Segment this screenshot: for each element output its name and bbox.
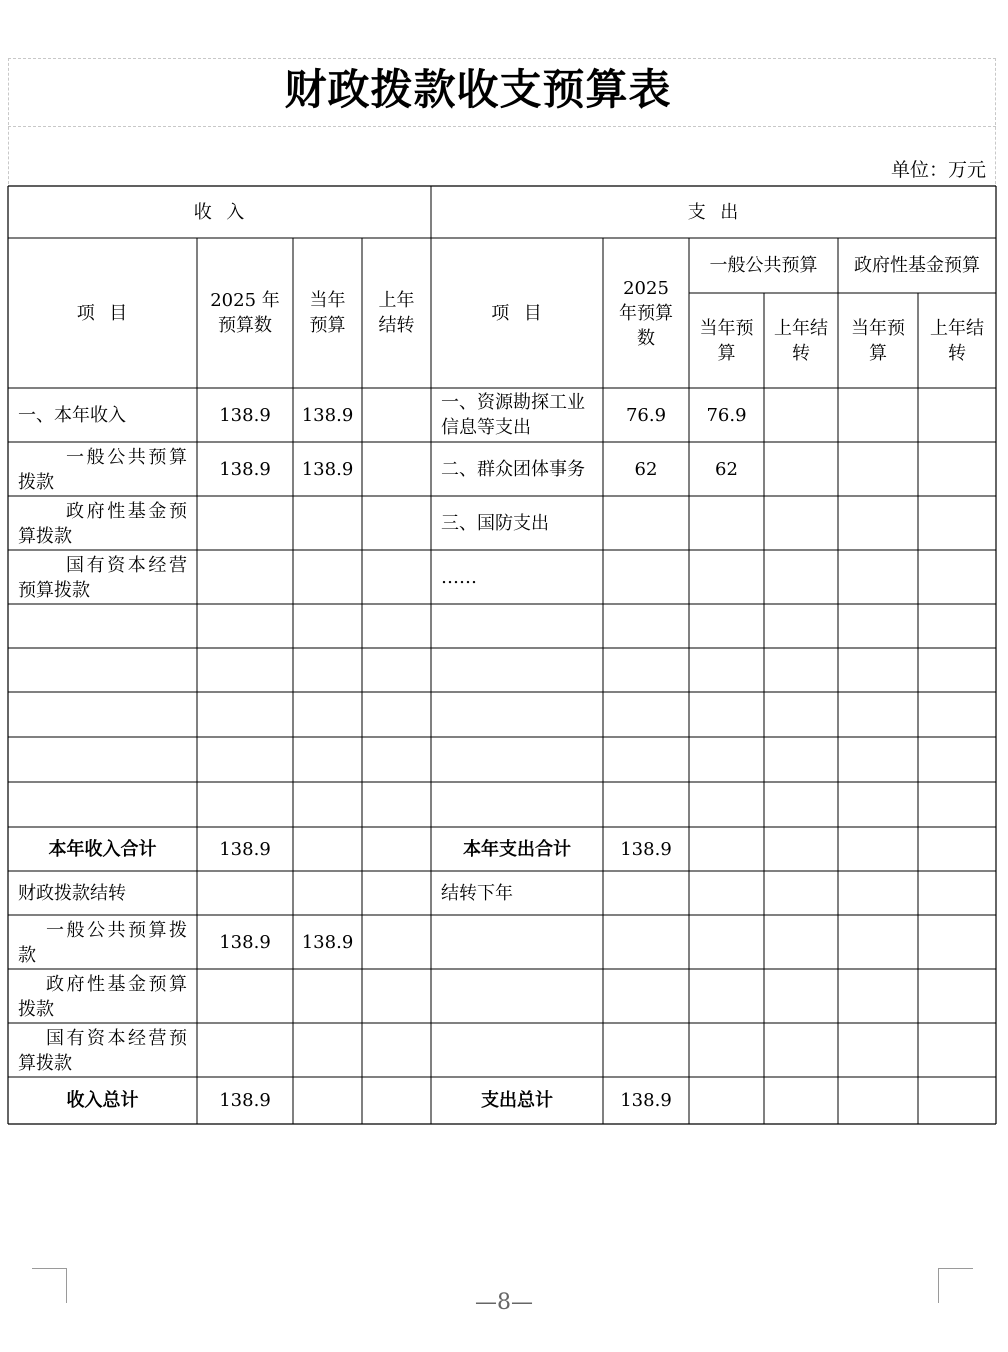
- table-cell-gov-fund-current: [838, 604, 918, 648]
- table-cell-income-carryover: [362, 782, 431, 827]
- table-cell-expense-item: 本年支出合计: [463, 838, 571, 860]
- table-cell-expense-item: [431, 737, 603, 782]
- table-cell-income-carryover: [362, 550, 431, 604]
- general-current-header: 当年预算: [699, 317, 754, 364]
- table-cell-income-budget2025: [197, 782, 293, 827]
- table-cell-gov-fund-current: [838, 388, 918, 442]
- table-cell-income-current: [293, 827, 362, 871]
- table-cell-income-item: 政府性基金预算拨款: [18, 501, 187, 547]
- table-cell-income-item: 本年收入合计: [48, 838, 157, 860]
- table-cell-income-current: [293, 692, 362, 737]
- table-cell-gov-fund-carryover: [918, 648, 996, 692]
- table-cell-income-carryover: [362, 648, 431, 692]
- table-cell-income-current: [293, 969, 362, 1023]
- table-cell-income-item: 一般公共预算拨款: [18, 447, 187, 493]
- expense-budget2025-header: 2025 年预算数: [619, 277, 673, 349]
- table-cell-general-carryover: [764, 1023, 838, 1077]
- table-cell-general-carryover: [764, 442, 838, 496]
- table-cell-income-carryover: [362, 1023, 431, 1077]
- table-cell-gov-fund-current: [838, 737, 918, 782]
- table-cell-gov-fund-current: [838, 550, 918, 604]
- table-cell-gov-fund-current: [838, 1077, 918, 1124]
- table-cell-expense-budget2025: [603, 782, 689, 827]
- table-cell-general-current: [689, 827, 764, 871]
- table-cell-income-current: 138.9: [301, 458, 354, 480]
- table-cell-gov-fund-carryover: [918, 915, 996, 969]
- table-cell-income-budget2025: [197, 1023, 293, 1077]
- table-cell-expense-item: 结转下年: [441, 882, 513, 904]
- income-carryover-header: 上年结转: [378, 290, 415, 336]
- table-cell-expense-budget2025: [603, 871, 689, 915]
- table-cell-income-current: [293, 496, 362, 550]
- table-cell-income-item: [8, 782, 197, 827]
- table-cell-income-item: 国有资本经营预算拨款: [18, 1028, 187, 1074]
- table-cell-income-carryover: [362, 388, 431, 442]
- table-cell-income-item: 一、本年收入: [18, 404, 126, 426]
- table-cell-gov-fund-current: [838, 442, 918, 496]
- table-cell-expense-budget2025: [603, 969, 689, 1023]
- table-cell-income-budget2025: [197, 604, 293, 648]
- table-cell-gov-fund-carryover: [918, 782, 996, 827]
- table-cell-income-current: [293, 604, 362, 648]
- table-cell-gov-fund-carryover: [918, 496, 996, 550]
- table-cell-general-current: [689, 648, 764, 692]
- table-cell-income-budget2025: 138.9: [219, 931, 271, 953]
- general-budget-header: 一般公共预算: [709, 255, 818, 276]
- table-cell-income-item: [8, 692, 197, 737]
- table-cell-income-carryover: [362, 827, 431, 871]
- table-cell-income-budget2025: [197, 496, 293, 550]
- table-cell-expense-item: [431, 1023, 603, 1077]
- table-cell-general-current: [689, 782, 764, 827]
- table-cell-gov-fund-current: [838, 496, 918, 550]
- table-cell-expense-item: 支出总计: [481, 1090, 553, 1111]
- table-cell-income-item: [8, 648, 197, 692]
- income-item-header: 项 目: [76, 302, 129, 324]
- table-cell-income-budget2025: 138.9: [219, 458, 271, 480]
- table-cell-expense-budget2025: [603, 737, 689, 782]
- table-cell-general-carryover: [764, 604, 838, 648]
- table-cell-expense-item: [431, 782, 603, 827]
- income-current-header: 当年预算: [309, 290, 346, 336]
- table-cell-income-budget2025: 138.9: [219, 404, 271, 426]
- table-cell-income-carryover: [362, 604, 431, 648]
- gov-fund-budget-header: 政府性基金预算: [854, 255, 980, 276]
- table-cell-expense-budget2025: 62: [634, 458, 658, 480]
- table-cell-gov-fund-carryover: [918, 737, 996, 782]
- table-cell-income-current: [293, 1023, 362, 1077]
- table-cell-gov-fund-current: [838, 648, 918, 692]
- table-cell-general-current: [689, 915, 764, 969]
- table-cell-income-carryover: [362, 915, 431, 969]
- table-cell-general-carryover: [764, 496, 838, 550]
- table-cell-expense-item: [431, 648, 603, 692]
- table-cell-income-current: [293, 871, 362, 915]
- gov-fund-current-header: 当年预算: [851, 317, 905, 364]
- income-header: 收 入: [193, 201, 246, 223]
- table-cell-income-budget2025: 138.9: [219, 1090, 271, 1111]
- income-budget2025-header: 2025 年预算数: [210, 290, 280, 336]
- table-cell-general-carryover: [764, 388, 838, 442]
- table-cell-general-current: [689, 1023, 764, 1077]
- table-cell-income-current: 138.9: [301, 404, 354, 426]
- table-cell-income-budget2025: [197, 692, 293, 737]
- table-cell-gov-fund-current: [838, 969, 918, 1023]
- table-cell-general-current: [689, 550, 764, 604]
- table-cell-general-current: [689, 1077, 764, 1124]
- table-cell-income-item: 财政拨款结转: [18, 882, 126, 904]
- table-cell-income-item: 收入总计: [66, 1090, 139, 1111]
- general-carryover-header: 上年结转: [774, 317, 828, 364]
- table-cell-general-carryover: [764, 1077, 838, 1124]
- table-cell-income-budget2025: [197, 871, 293, 915]
- table-cell-income-current: 138.9: [301, 931, 354, 953]
- table-cell-income-budget2025: [197, 648, 293, 692]
- table-cell-expense-budget2025: [603, 550, 689, 604]
- table-cell-gov-fund-carryover: [918, 692, 996, 737]
- table-cell-expense-budget2025: 76.9: [625, 404, 667, 426]
- table-cell-gov-fund-carryover: [918, 604, 996, 648]
- table-cell-income-carryover: [362, 737, 431, 782]
- table-cell-expense-budget2025: [603, 648, 689, 692]
- table-cell-gov-fund-carryover: [918, 550, 996, 604]
- table-cell-general-current: [689, 604, 764, 648]
- table-cell-general-current: [689, 737, 764, 782]
- table-cell-expense-budget2025: 138.9: [620, 1090, 672, 1111]
- expense-item-header: 项 目: [491, 302, 543, 324]
- table-cell-general-current: 62: [715, 458, 738, 480]
- table-cell-income-carryover: [362, 692, 431, 737]
- table-cell-gov-fund-carryover: [918, 827, 996, 871]
- table-cell-income-budget2025: [197, 737, 293, 782]
- table-cell-gov-fund-current: [838, 915, 918, 969]
- table-cell-expense-item: 三、国防支出: [441, 512, 549, 534]
- table-cell-income-budget2025: [197, 969, 293, 1023]
- table-cell-general-carryover: [764, 915, 838, 969]
- table-cell-income-item: 一般公共预算拨款: [18, 920, 187, 966]
- table-cell-general-carryover: [764, 550, 838, 604]
- table-cell-income-carryover: [362, 496, 431, 550]
- table-cell-general-current: [689, 969, 764, 1023]
- table-cell-income-current: [293, 782, 362, 827]
- table-cell-expense-budget2025: [603, 1023, 689, 1077]
- table-cell-income-current: [293, 737, 362, 782]
- table-cell-income-current: [293, 550, 362, 604]
- table-cell-income-current: [293, 648, 362, 692]
- table-cell-income-carryover: [362, 969, 431, 1023]
- table-cell-general-carryover: [764, 827, 838, 871]
- table-cell-expense-item: [431, 692, 603, 737]
- table-cell-income-item: 国有资本经营预算拨款: [18, 555, 187, 601]
- table-cell-expense-item: [431, 604, 603, 648]
- table-cell-general-current: [689, 871, 764, 915]
- table-cell-income-item: [8, 604, 197, 648]
- table-cell-gov-fund-current: [838, 1023, 918, 1077]
- table-cell-general-carryover: [764, 782, 838, 827]
- table-cell-expense-budget2025: [603, 915, 689, 969]
- expense-header: 支 出: [687, 201, 740, 223]
- table-cell-general-carryover: [764, 648, 838, 692]
- gov-fund-carryover-header: 上年结转: [930, 317, 984, 364]
- table-cell-general-carryover: [764, 871, 838, 915]
- table-cell-expense-budget2025: [603, 604, 689, 648]
- table-cell-gov-fund-current: [838, 692, 918, 737]
- table-cell-expense-item: ……: [441, 566, 477, 588]
- table-cell-expense-item: [431, 969, 603, 1023]
- page-title: 财政拨款收支预算表: [284, 65, 672, 114]
- table-cell-gov-fund-current: [838, 827, 918, 871]
- table-cell-expense-budget2025: 138.9: [620, 838, 672, 860]
- table-cell-gov-fund-carryover: [918, 442, 996, 496]
- table-cell-general-current: 76.9: [706, 404, 747, 426]
- table-cell-general-carryover: [764, 692, 838, 737]
- table-cell-expense-item: 二、群众团体事务: [441, 458, 585, 480]
- table-cell-general-current: [689, 692, 764, 737]
- table-cell-gov-fund-carryover: [918, 388, 996, 442]
- unit-label: 单位：万元: [890, 159, 986, 181]
- table-cell-income-budget2025: 138.9: [219, 838, 271, 860]
- table-cell-gov-fund-carryover: [918, 1077, 996, 1124]
- table-cell-gov-fund-current: [838, 871, 918, 915]
- table-cell-general-carryover: [764, 969, 838, 1023]
- table-cell-gov-fund-carryover: [918, 969, 996, 1023]
- table-cell-gov-fund-current: [838, 782, 918, 827]
- table-cell-general-current: [689, 496, 764, 550]
- table-cell-income-current: [293, 1077, 362, 1124]
- table-cell-expense-budget2025: [603, 496, 689, 550]
- table-cell-income-item: 政府性基金预算拨款: [18, 974, 187, 1020]
- table-cell-income-carryover: [362, 442, 431, 496]
- table-cell-expense-budget2025: [603, 692, 689, 737]
- table-cell-gov-fund-carryover: [918, 1023, 996, 1077]
- table-cell-gov-fund-carryover: [918, 871, 996, 915]
- table-cell-expense-item: [431, 915, 603, 969]
- table-cell-general-carryover: [764, 737, 838, 782]
- table-cell-income-budget2025: [197, 550, 293, 604]
- table-cell-income-carryover: [362, 1077, 431, 1124]
- table-cell-income-item: [8, 737, 197, 782]
- table-cell-income-carryover: [362, 871, 431, 915]
- page-number: —8—: [475, 1290, 533, 1315]
- table-cell-expense-item: 一、资源勘探工业信息等支出: [441, 392, 585, 438]
